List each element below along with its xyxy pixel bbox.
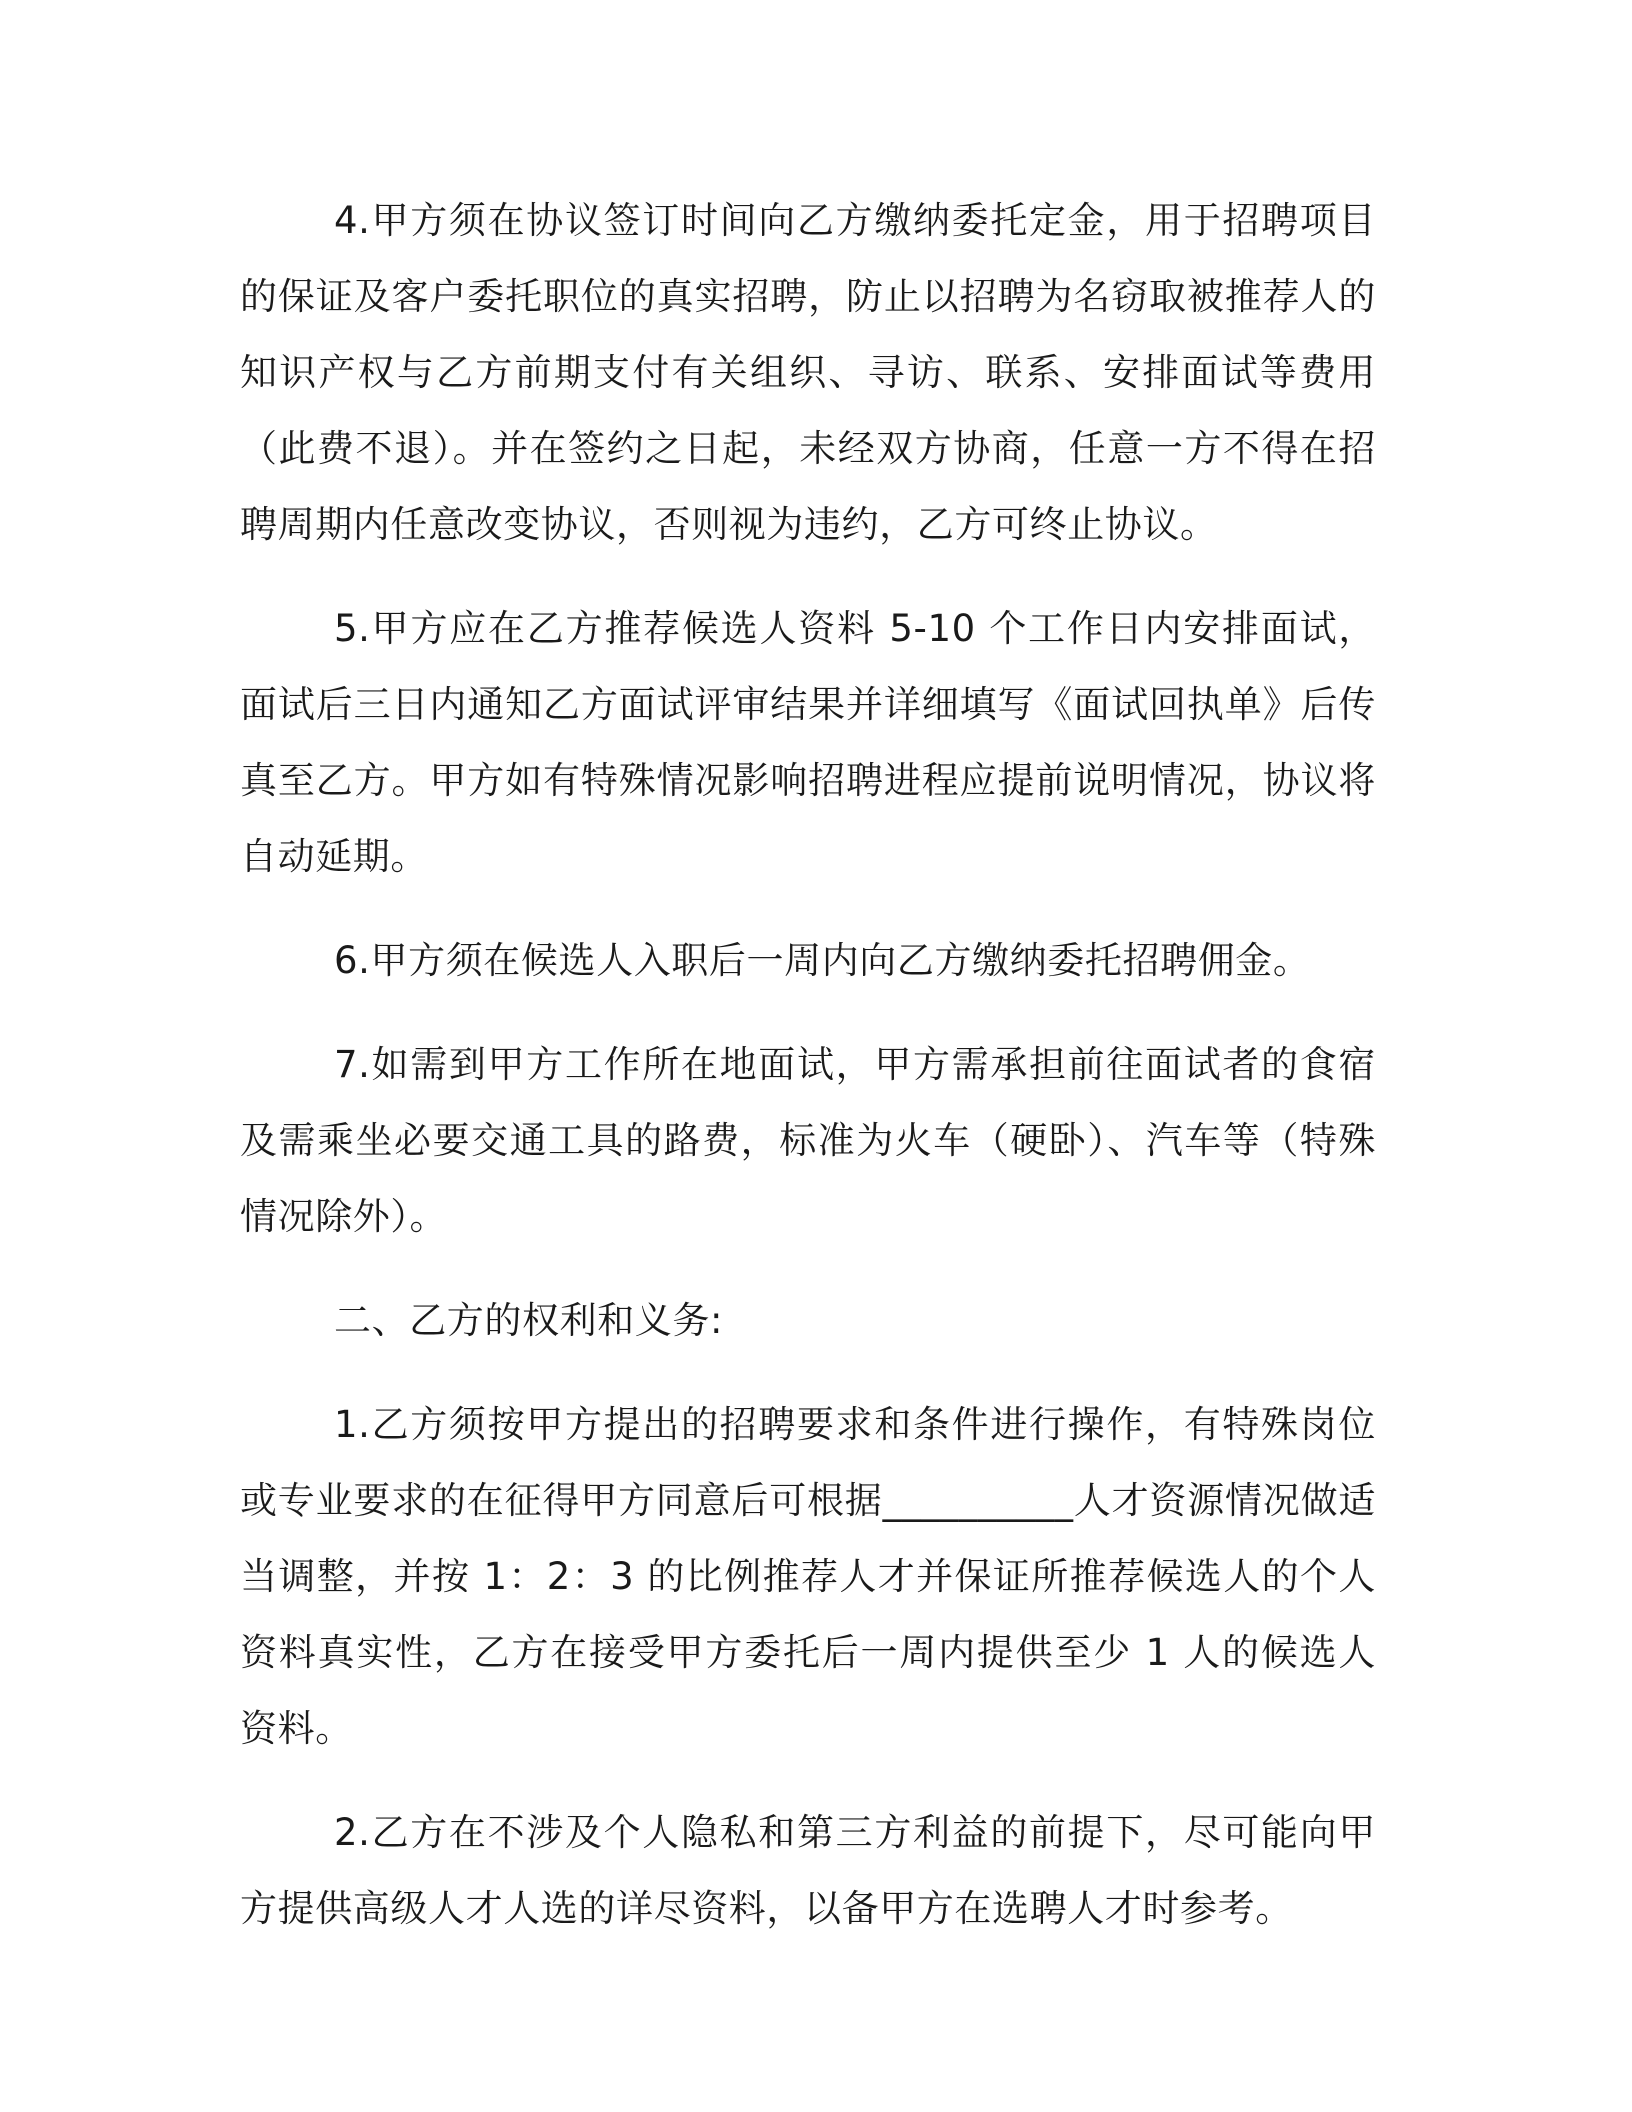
party-b-clause-2-paragraph: 2.乙方在不涉及个人隐私和第三方利益的前提下，尽可能向甲方提供高级人才人选的详尽资料，以备甲方在选聘人才时参考。 — [240, 1811, 1376, 1930]
clause-7-paragraph: 7.如需到甲方工作所在地面试，甲方需承担前往面试者的食宿及需乘坐必要交通工具的路费，标准为火车（硬卧）、汽车等（特殊情况除外）。 — [240, 1043, 1376, 1238]
clause-6-paragraph: 6.甲方须在候选人入职后一周内向乙方缴纳委托招聘佣金。 — [334, 939, 1311, 982]
document-body — [240, 183, 1376, 1975]
clause-5-paragraph: 5.甲方应在乙方推荐候选人资料 5-10 个工作日内安排面试，面试后三日内通知乙方面试评审结果并详细填写《面试回执单》后传真至乙方。甲方如有特殊情况影响招聘进程应提前说明情况，协议将自动延期。 — [240, 607, 1376, 878]
clause-4-paragraph: 4.甲方须在协议签订时间向乙方缴纳委托定金，用于招聘项目的保证及客户委托职位的真实招聘，防止以招聘为名窃取被推荐人的知识产权与乙方前期支付有关组织、寻访、联系、安排面试等费用（此费不退）。并在签约之日起，未经双方协商，任意一方不得在招聘周期内任意改变协议，否则视为违约，乙方可终止协议。 — [240, 199, 1376, 546]
party-b-clause-1-paragraph: 1.乙方须按甲方提出的招聘要求和条件进行操作，有特殊岗位或专业要求的在征得甲方同意后可根据__________人才资源情况做适当调整，并按 1：2：3 的比例推荐人才并保证所推荐候选人的个人资料真实性，乙方在接受甲方委托后一周内提供至少 1 人的候选人资料。 — [240, 1403, 1376, 1750]
section-heading-party-b: 二、乙方的权利和义务: — [334, 1299, 724, 1342]
